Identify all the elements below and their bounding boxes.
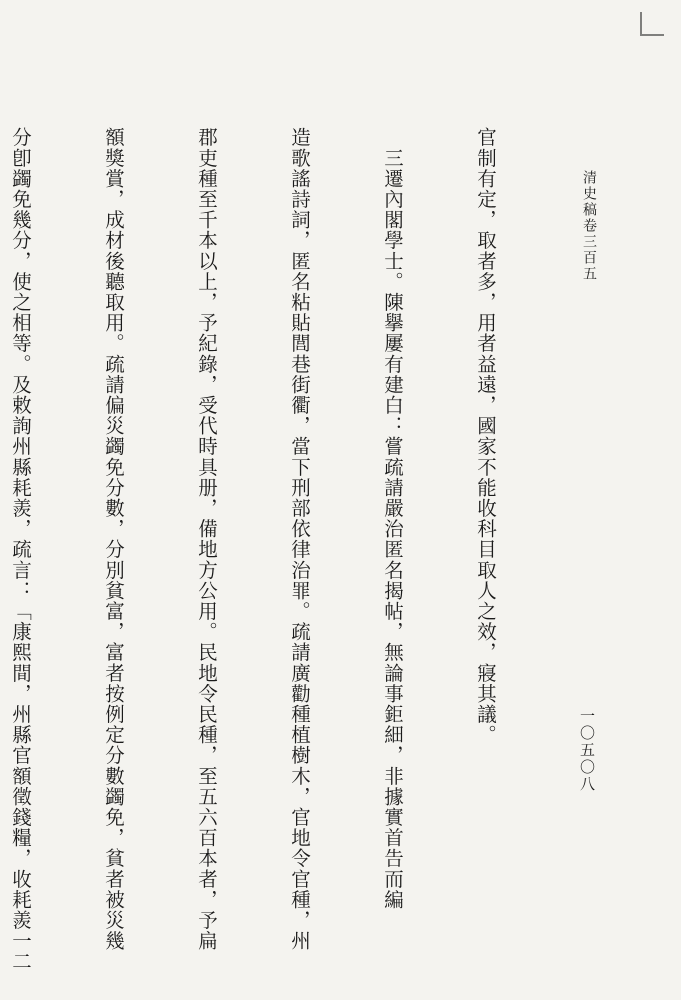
- text-column-5: 額獎賞，成材後聽取用。疏請偏災蠲免分數，分別貧富，富者按例定分數蠲免，貧者被災幾: [102, 127, 125, 951]
- running-header: 清史稿卷三百五: [581, 170, 597, 282]
- text-column-3: 造歌謠詩詞，匿名粘貼閭巷街衢，當下刑部依律治罪。疏請廣勸種植樹木，官地令官種，州: [288, 127, 311, 951]
- text-column-1: 官制有定，取者多，用者益遠，國家不能收科目取人之效，寢其議。: [474, 127, 497, 745]
- body-text: [9, 127, 563, 972]
- text-column-6: 分卽蠲免幾分，使之相等。及敕詢州縣耗羨，疏言：「康熙間，州縣官額徵錢糧，收耗羨一二: [9, 127, 32, 972]
- page-number: 一〇五〇八: [578, 708, 596, 793]
- text-column-4: 郡吏種至千本以上，予紀錄，受代時具册，備地方公用。民地令民種，至五六百本者，予扁: [195, 127, 218, 951]
- page-corner-mark: [640, 12, 664, 36]
- text-column-2: 三遷內閣學士。陳擧屢有建白：嘗疏請嚴治匿名揭帖，無論事鉅細，非據實首告而編: [381, 127, 404, 910]
